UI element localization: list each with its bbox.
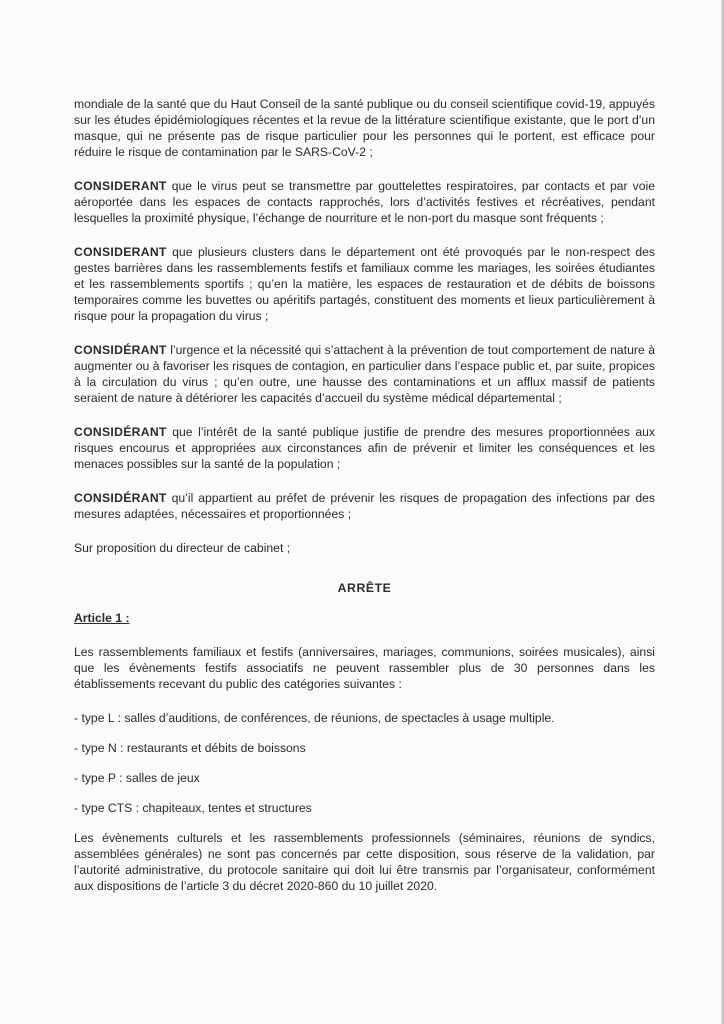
- paragraph-considerant-5: [74, 490, 655, 522]
- article-closing: Les évènements culturels et les rassemblements professionnels (séminaires, réunions de syndics, assemblées générales) ne sont pas concernés par cette disposition, sous réserve de la validation, par l’autorité administrative, du protocole sanitaire qui doit lui être transmis par l’organisateur, conformément aux dispositions de l’article 3 du décret 2020-860 du 10 juillet 2020.: [74, 831, 655, 893]
- considerant-keyword: CONSIDÉRANT: [74, 491, 167, 505]
- considerant-keyword: CONSIDERANT: [74, 179, 167, 193]
- decree-title: ARRÊTE: [337, 581, 392, 595]
- list-item: - type P : salles de jeux: [74, 771, 200, 785]
- list-item: - type L : salles d’auditions, de conférences, de réunions, de spectacles à usage multiple.: [74, 711, 555, 725]
- paragraph-considerant-3: [74, 342, 655, 406]
- article-intro: Les rassemblements familiaux et festifs (anniversaires, mariages, communions, soirées musicales), ainsi que les évènements festifs associatifs ne peuvent rassembler plus de 30 personnes dans les établissements recevant du public des catégories suivantes :: [74, 645, 655, 691]
- article-heading: Article 1 :: [74, 611, 130, 625]
- paragraph-intro: [74, 96, 655, 160]
- paragraph-text: que plusieurs clusters dans le département ont été provoqués par le non-respect des gestes barrières dans les rassemblements festifs et familiaux comme les mariages, les soirées étudiantes et les rassemblements sportifs ; qu’en la matière, les espaces de restauration et de débits de boissons temporaires comme les buvettes ou apéritifs partagés, constituent des moments et lieux particulièrement à risque pour la propagation du virus ;: [74, 245, 655, 323]
- considerant-keyword: CONSIDÉRANT: [74, 425, 167, 439]
- considerant-keyword: CONSIDÉRANT: [74, 343, 167, 357]
- paragraph-text: que le virus peut se transmettre par gouttelettes respiratoires, par contacts et par voie aéroportée dans les espaces de contacts rapprochés, lors d’activités festives et récréatives, pendant lesquelles la proximité physique, l’échange de nourriture et le non-port du masque sont fréquents ;: [74, 179, 655, 225]
- paragraph-considerant-1: [74, 178, 655, 226]
- considerant-keyword: CONSIDERANT: [74, 245, 167, 259]
- paragraph-proposition: [74, 540, 655, 556]
- paragraph-text: qu’il appartient au préfet de prévenir les risques de propagation des infections par des mesures adaptées, nécessaires et proportionnées ;: [74, 491, 655, 521]
- paragraph-considerant-2: [74, 244, 655, 324]
- paragraph-text: l’urgence et la nécessité qui s’attachent à la prévention de tout comportement de nature à augmenter ou à favoriser les risques de contagion, en particulier dans l’espace public et, par suite, propices à la circulation du virus ; qu’en outre, une hausse des contaminations et un afflux massif de patients seraient de nature à détériorer les capacités d’accueil du système médical départemental ;: [74, 343, 655, 405]
- paragraph-considerant-4: [74, 424, 655, 472]
- paragraph-text: que l’intérêt de la santé publique justifie de prendre des mesures proportionnées aux risques encourus et appropriées aux circonstances afin de prévenir et limiter les conséquences et les menaces possibles sur la santé de la population ;: [74, 425, 655, 471]
- list-item: - type N : restaurants et débits de boissons: [74, 741, 306, 755]
- list-item: - type CTS : chapiteaux, tentes et structures: [74, 801, 312, 815]
- paragraph-text: mondiale de la santé que du Haut Conseil de la santé publique ou du conseil scientifique covid-19, appuyés sur les études épidémiologiques récentes et la revue de la littérature scientifique existante, que le port d’un masque, qui ne présente pas de risque particulier pour les personnes qui le portent, est efficace pour réduire le risque de contamination par le SARS-CoV-2 ;: [74, 97, 655, 159]
- paragraph-text: Sur proposition du directeur de cabinet ;: [74, 541, 291, 555]
